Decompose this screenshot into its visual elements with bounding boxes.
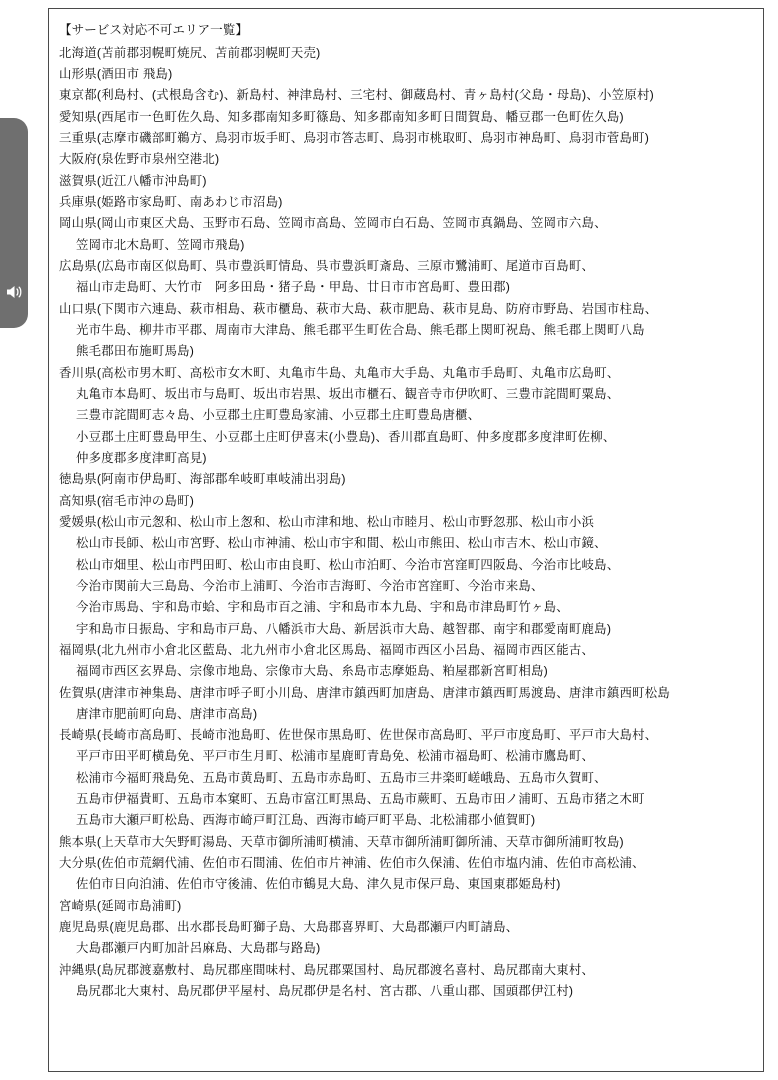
area-entry-line-primary: 山形県(酒田市 飛島) — [59, 66, 173, 81]
area-entry-line-primary: 福岡県(北九州市小倉北区藍島、北九州市小倉北区馬島、福岡市西区小呂島、福岡市西区能古、 — [59, 642, 595, 657]
area-entry-line-continued: 唐津市肥前町向島、唐津市高島) — [76, 706, 258, 721]
area-entry-line-continued: 福岡市西区玄界島、宗像市地島、宗像市大島、糸島市志摩姫島、粕屋郡新宮町相島) — [76, 664, 549, 679]
area-entry-line-primary: 広島県(広島市南区似島町、呉市豊浜町情島、呉市豊浜町斎島、三原市鷺浦町、尾道市百島町、 — [59, 258, 595, 273]
area-entry — [59, 491, 755, 512]
area-entry — [59, 149, 755, 170]
service-unavailable-area-list — [59, 43, 755, 1003]
area-entry-line-primary: 愛知県(西尾市一色町佐久島、知多郡南知多町篠島、知多郡南知多町日間賀島、幡豆郡一色町佐久島) — [59, 109, 624, 124]
area-entry-line-continued: 光市牛島、柳井市平郡、周南市大津島、熊毛郡平生町佐合島、熊毛郡上関町祝島、熊毛郡上関町八島 — [76, 322, 645, 337]
area-entry-line-primary: 長崎県(長崎市高島町、長崎市池島町、佐世保市黒島町、佐世保市高島町、平戸市度島町、平戸市大島村、 — [59, 728, 658, 743]
area-entry-line-continued: 五島市伊福貴町、五島市本窠町、五島市富江町黒島、五島市蕨町、五島市田ノ浦町、五島市猪之木町 — [76, 792, 645, 807]
area-entry — [59, 128, 755, 149]
area-entry-line-primary: 熊本県(上天草市大矢野町湯島、天草市御所浦町横浦、天草市御所浦町御所浦、天草市御所浦町牧島) — [59, 834, 624, 849]
area-entry-line-continued: 今治市馬島、宇和島市蛤、宇和島市百之浦、宇和島市本九島、宇和島市津島町竹ヶ島、 — [76, 600, 569, 615]
area-entry — [59, 832, 755, 853]
area-entry-line-primary: 三重県(志摩市磯部町鵜方、鳥羽市坂手町、鳥羽市答志町、鳥羽市桃取町、鳥羽市神島町、鳥羽市菅島町) — [59, 130, 650, 145]
area-entry-line-primary: 鹿児島県(鹿児島郡、出水郡長島町獅子島、大島郡喜界町、大島郡瀬戸内町請島、 — [59, 920, 519, 935]
area-entry — [59, 683, 755, 726]
area-entry — [59, 64, 755, 85]
area-entry-line-primary: 北海道(苫前郡羽幌町焼尻、苫前郡羽幌町天売) — [59, 45, 321, 60]
area-entry — [59, 213, 755, 256]
document-frame — [48, 8, 764, 1072]
area-entry-line-primary: 兵庫県(姫路市家島町、南あわじ市沼島) — [59, 194, 283, 209]
area-entry-line-primary: 山口県(下関市六連島、萩市相島、萩市櫃島、萩市大島、萩市肥島、萩市見島、防府市野島、岩国市柱島、 — [59, 301, 658, 316]
area-entry-line-continued: 島尻郡北大東村、島尻郡伊平屋村、島尻郡伊是名村、宮古郡、八重山郡、国頭郡伊江村) — [76, 984, 574, 999]
area-entry-line-primary: 滋賀県(近江八幡市沖島町) — [59, 173, 207, 188]
area-entry — [59, 256, 755, 299]
area-entry-line-continued: 五島市大瀬戸町松島、西海市崎戸町江島、西海市崎戸町平島、北松浦郡小値賀町) — [76, 813, 536, 828]
area-entry-line-primary: 沖縄県(島尻郡渡嘉敷村、島尻郡座間味村、島尻郡粟国村、島尻郡渡名喜村、島尻郡南大東村、 — [59, 962, 595, 977]
page-title: 【サービス対応不可エリア一覧】 — [59, 23, 248, 37]
area-entry-line-continued: 今治市関前大三島島、今治市上浦町、今治市吉海町、今治市宮窪町、今治市来島、 — [76, 578, 544, 593]
area-entry — [59, 171, 755, 192]
area-entry-line-primary: 香川県(高松市男木町、高松市女木町、丸亀市牛島、丸亀市大手島、丸亀市手島町、丸亀市広島町、 — [59, 365, 620, 380]
area-entry-line-continued: 平戸市田平町横島免、平戸市生月町、松浦市星鹿町青島免、松浦市福島町、松浦市鷹島町、 — [76, 749, 595, 764]
area-entry-line-continued: 三豊市詫間町志々島、小豆郡土庄町豊島家浦、小豆郡土庄町豊島唐櫃、 — [76, 408, 481, 423]
area-entry — [59, 853, 755, 896]
area-entry — [59, 725, 755, 832]
area-entry — [59, 107, 755, 128]
area-entry-line-primary: 佐賀県(唐津市神集島、唐津市呼子町小川島、唐津市鎮西町加唐島、唐津市鎮西町馬渡島、唐津市鎮西町松島 — [59, 685, 671, 700]
area-entry-line-primary: 大分県(佐伯市荒網代浦、佐伯市石間浦、佐伯市片神浦、佐伯市久保浦、佐伯市塩内浦、佐伯市高松浦、 — [59, 856, 645, 871]
area-entry-line-continued: 佐伯市日向泊浦、佐伯市守後浦、佐伯市鶴見大島、津久見市保戸島、東国東郡姫島村) — [76, 877, 561, 892]
area-entry — [59, 640, 755, 683]
area-entry-line-primary: 岡山県(岡山市東区犬島、玉野市石島、笠岡市高島、笠岡市白石島、笠岡市真鍋島、笠岡市六島、 — [59, 216, 607, 231]
area-entry — [59, 85, 755, 106]
area-entry — [59, 896, 755, 917]
area-entry-line-continued: 松山市畑里、松山市門田町、松山市由良町、松山市泊町、今治市宮窪町四阪島、今治市比岐島、 — [76, 557, 620, 572]
area-entry-line-primary: 愛媛県(松山市元怱和、松山市上怱和、松山市津和地、松山市睦月、松山市野忽那、松山市小浜 — [59, 514, 595, 529]
area-entry-line-continued: 福山市走島町、大竹市 阿多田島・猪子島・甲島、廿日市市宮島町、豊田郡) — [76, 280, 511, 295]
area-entry-line-continued: 熊毛郡田布施町馬島) — [76, 344, 195, 359]
area-entry — [59, 512, 755, 640]
area-entry-line-primary: 高知県(宿毛市沖の島町) — [59, 493, 195, 508]
area-entry-line-continued: 松山市長師、松山市宮野、松山市神浦、松山市宇和間、松山市熊田、松山市吉木、松山市鏡、 — [76, 536, 607, 551]
area-entry — [59, 469, 755, 490]
area-entry-line-continued: 笠岡市北木島町、笠岡市飛島) — [76, 237, 245, 252]
area-entry — [59, 917, 755, 960]
area-entry — [59, 960, 755, 1003]
area-entry-line-continued: 小豆郡土庄町豊島甲生、小豆郡土庄町伊喜末(小豊島)、香川郡直島町、仲多度郡多度津町佐柳、 — [76, 429, 616, 444]
area-entry-line-primary: 東京都(利島村、(式根島含む)、新島村、神津島村、三宅村、御蔵島村、青ヶ島村(父島・母島)、小笠原村) — [59, 88, 654, 103]
area-entry — [59, 43, 755, 64]
area-entry — [59, 192, 755, 213]
area-entry-line-primary: 大阪府(泉佐野市泉州空港北) — [59, 152, 220, 167]
area-entry-line-continued: 大島郡瀬戸内町加計呂麻島、大島郡与路島) — [76, 941, 321, 956]
area-entry-line-primary: 徳島県(阿南市伊島町、海部郡牟岐町車岐浦出羽島) — [59, 472, 346, 487]
area-entry-line-continued: 松浦市今福町飛島免、五島市黄島町、五島市赤島町、五島市三井楽町嵯峨島、五島市久賀町、 — [76, 770, 607, 785]
speaker-icon[interactable] — [4, 282, 24, 302]
area-entry — [59, 299, 755, 363]
area-entry — [59, 363, 755, 470]
area-entry-line-continued: 仲多度郡多度津町高見) — [76, 450, 207, 465]
area-entry-line-primary: 宮崎県(延岡市島浦町) — [59, 898, 182, 913]
area-entry-line-continued: 丸亀市本島町、坂出市与島町、坂出市岩黒、坂出市櫃石、観音寺市伊吹町、三豊市詫間町粟島、 — [76, 386, 620, 401]
area-entry-line-continued: 宇和島市日振島、宇和島市戸島、八幡浜市大島、新居浜市大島、越智郡、南宇和郡愛南町鹿島) — [76, 621, 612, 636]
